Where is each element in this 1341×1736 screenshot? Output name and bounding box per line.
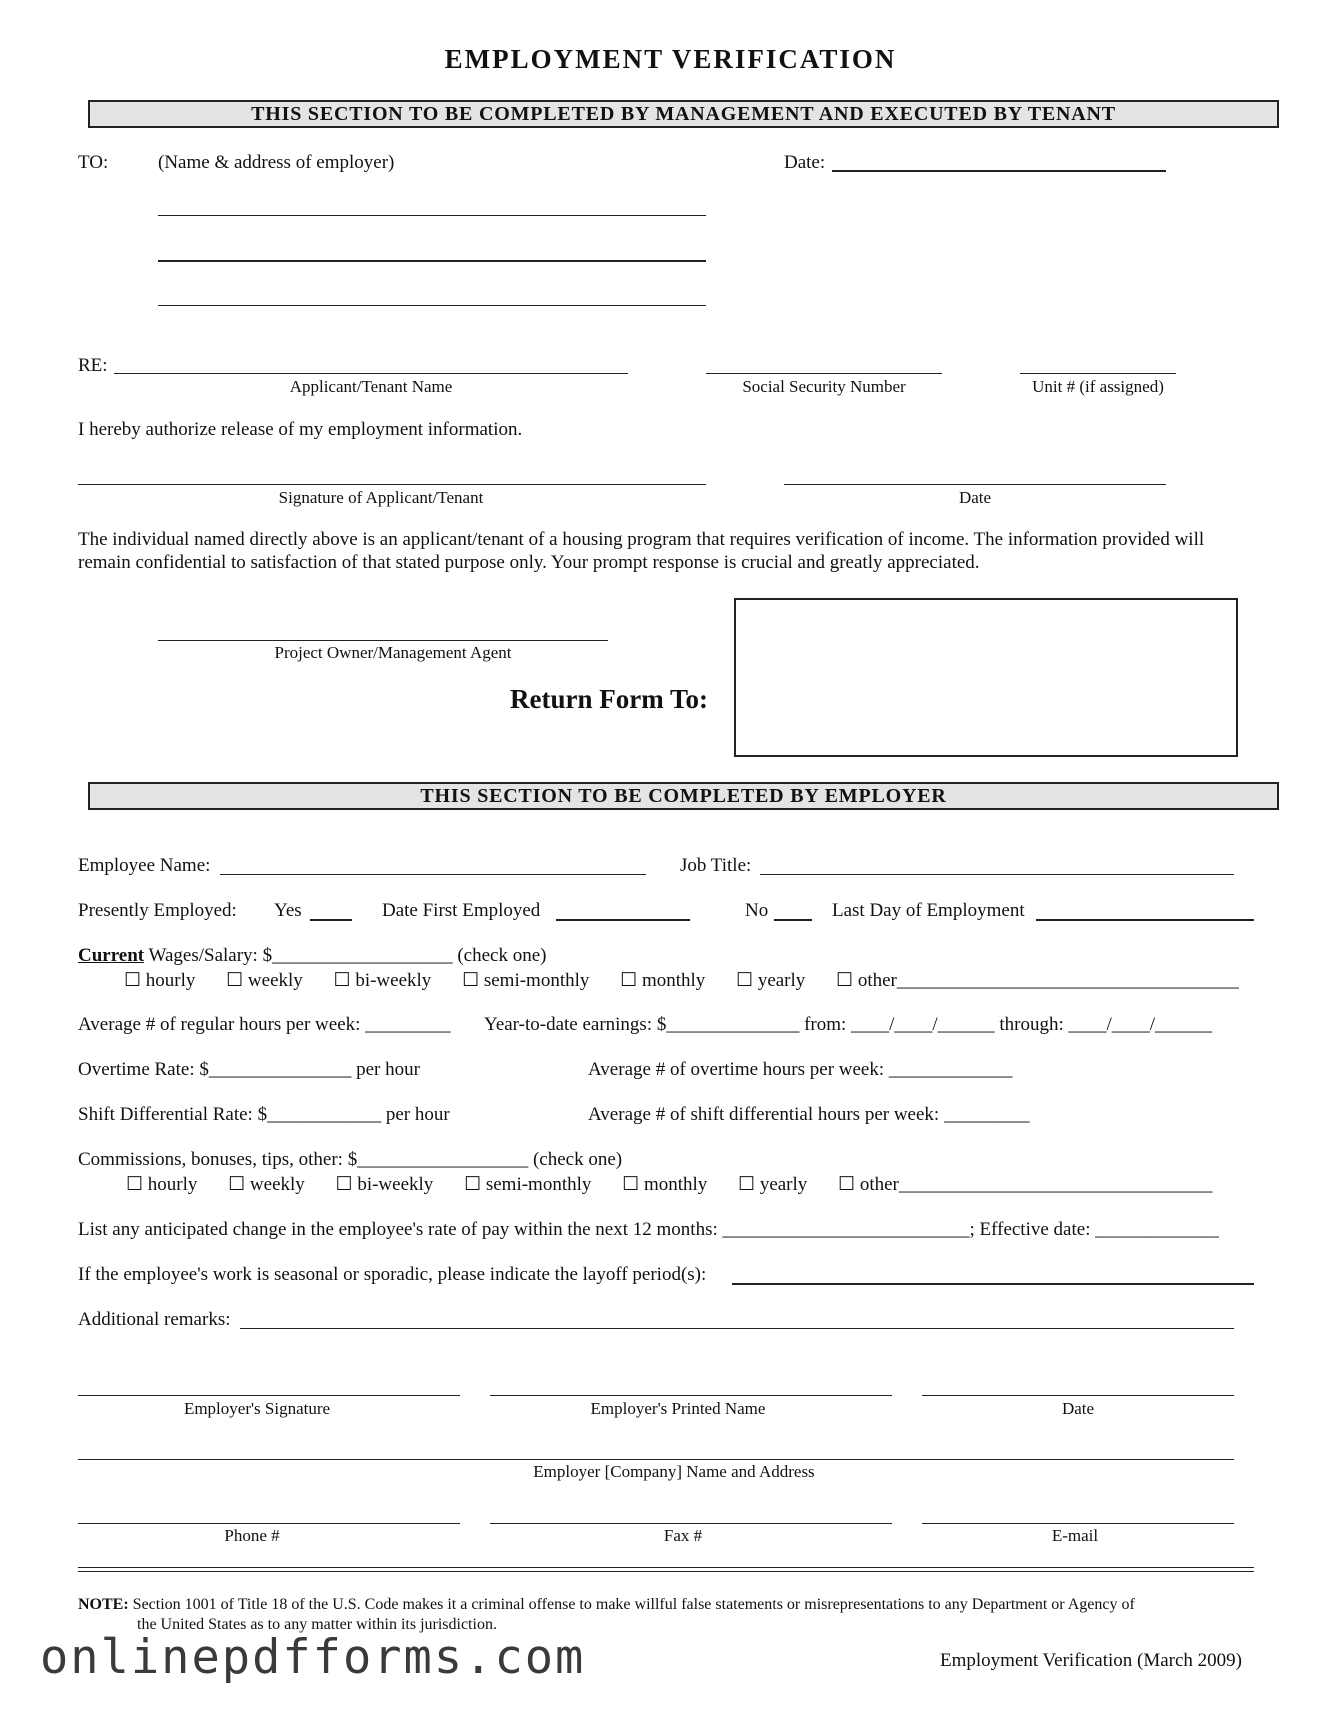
ssn-caption: Social Security Number <box>742 377 906 396</box>
section2-banner: THIS SECTION TO BE COMPLETED BY EMPLOYER <box>88 782 1279 810</box>
other-checkbox[interactable]: ☐ other____________________________________ <box>836 970 1239 991</box>
agent-caption: Project Owner/Management Agent <box>274 643 512 662</box>
note-line-1 <box>78 1596 1135 1614</box>
semimonthly-checkbox[interactable]: ☐ semi-monthly <box>462 970 590 991</box>
biweekly-checkbox[interactable]: ☐ bi-weekly <box>333 970 432 991</box>
re-label: RE: <box>78 355 108 376</box>
applicant-date-field[interactable] <box>784 484 1166 485</box>
unit-caption: Unit # (if assigned) <box>1032 377 1164 396</box>
hourly-checkbox-2[interactable]: ☐ hourly <box>126 1174 198 1195</box>
company-caption: Employer [Company] Name and Address <box>533 1462 815 1481</box>
hourly-checkbox[interactable]: ☐ hourly <box>124 970 196 991</box>
date-first-employed-field[interactable] <box>556 919 690 921</box>
yearly-checkbox[interactable]: ☐ yearly <box>736 970 806 991</box>
last-day-label: Last Day of Employment <box>832 900 1025 921</box>
signature-caption: Signature of Applicant/Tenant <box>278 488 484 507</box>
remarks-field[interactable] <box>240 1328 1234 1329</box>
wages-label: Wages/Salary: $___________________ (check one) <box>144 945 547 966</box>
remarks-label: Additional remarks: <box>78 1309 231 1330</box>
authorize-text: I hereby authorize release of my employment information. <box>78 419 523 440</box>
employer-address-line-1[interactable] <box>158 215 706 216</box>
yes-label: Yes <box>274 900 302 921</box>
fax-field[interactable] <box>490 1523 892 1524</box>
employer-address-line-3[interactable] <box>158 305 706 306</box>
return-address-box[interactable] <box>734 598 1238 757</box>
phone-field[interactable] <box>78 1523 460 1524</box>
wage-frequency-options <box>124 969 1265 992</box>
date-field[interactable] <box>832 170 1166 172</box>
last-day-field[interactable] <box>1036 919 1254 921</box>
monthly-checkbox[interactable]: ☐ monthly <box>620 970 706 991</box>
date-label: Date: <box>784 152 826 173</box>
weekly-checkbox[interactable]: ☐ weekly <box>226 970 303 991</box>
form-id: Employment Verification (March 2009) <box>940 1650 1242 1671</box>
overtime-rate-label: Overtime Rate: $_______________ per hour <box>78 1059 420 1080</box>
employer-address-line-2[interactable] <box>158 260 706 262</box>
employer-printed-caption: Employer's Printed Name <box>590 1399 766 1418</box>
shift-rate-label: Shift Differential Rate: $____________ per hour <box>78 1104 450 1125</box>
monthly-checkbox-2[interactable]: ☐ monthly <box>622 1174 708 1195</box>
current-wages-row <box>78 945 546 967</box>
date-first-employed-label: Date First Employed <box>382 900 541 921</box>
job-title-label: Job Title: <box>680 855 752 876</box>
biweekly-checkbox-2[interactable]: ☐ bi-weekly <box>335 1174 434 1195</box>
notice-line-1: The individual named directly above is an applicant/tenant of a housing program that requires verification of income. The information provided will <box>78 529 1205 550</box>
yearly-checkbox-2[interactable]: ☐ yearly <box>738 1174 808 1195</box>
email-caption: E-mail <box>1051 1526 1099 1545</box>
employee-name-label: Employee Name: <box>78 855 211 876</box>
fax-caption: Fax # <box>663 1526 703 1545</box>
presently-employed-label: Presently Employed: <box>78 900 237 921</box>
return-form-label: Return Form To: <box>510 684 708 714</box>
avg-overtime-label: Average # of overtime hours per week: _____________ <box>588 1059 1013 1080</box>
applicant-name-field[interactable] <box>114 373 628 374</box>
double-rule <box>78 1567 1254 1572</box>
email-field[interactable] <box>922 1523 1234 1524</box>
company-field[interactable] <box>78 1459 1234 1460</box>
yes-field[interactable] <box>310 919 352 921</box>
seasonal-field[interactable] <box>732 1283 1254 1285</box>
commission-frequency-options <box>126 1173 1238 1196</box>
avg-hours-label: Average # of regular hours per week: _________ <box>78 1014 451 1035</box>
watermark: onlinepdfforms.com <box>40 1630 586 1685</box>
applicant-name-caption: Applicant/Tenant Name <box>289 377 453 396</box>
section1-banner: THIS SECTION TO BE COMPLETED BY MANAGEMENT AND EXECUTED BY TENANT <box>88 100 1279 128</box>
rate-change-label: List any anticipated change in the employee's rate of pay within the next 12 months: __________________________; Effective date: _____________ <box>78 1219 1219 1240</box>
avg-shift-label: Average # of shift differential hours per week: _________ <box>588 1104 1030 1125</box>
ssn-field[interactable] <box>706 373 942 374</box>
current-label: Current <box>78 945 145 966</box>
employer-printed-name-field[interactable] <box>490 1395 892 1396</box>
employee-name-field[interactable] <box>220 874 646 875</box>
job-title-field[interactable] <box>760 874 1234 875</box>
unit-field[interactable] <box>1020 373 1176 374</box>
employer-date-field[interactable] <box>922 1395 1234 1396</box>
other-checkbox-2[interactable]: ☐ other_________________________________ <box>838 1174 1213 1195</box>
to-label: TO: <box>78 152 109 173</box>
weekly-checkbox-2[interactable]: ☐ weekly <box>228 1174 305 1195</box>
ytd-earnings-label: Year-to-date earnings: $______________ from: ____/____/______ through: ____/____/______ <box>484 1014 1213 1035</box>
no-label: No <box>745 900 769 921</box>
seasonal-label: If the employee's work is seasonal or sporadic, please indicate the layoff period(s): <box>78 1264 707 1285</box>
employer-signature-caption: Employer's Signature <box>183 1399 331 1418</box>
employer-date-caption: Date <box>1061 1399 1095 1418</box>
note-text-1: Section 1001 of Title 18 of the U.S. Code makes it a criminal offense to make willful false statements or misrepresentations to any Department or Agency of <box>132 1596 1135 1613</box>
employer-hint: (Name & address of employer) <box>158 152 395 173</box>
semimonthly-checkbox-2[interactable]: ☐ semi-monthly <box>464 1174 592 1195</box>
date-caption: Date <box>958 488 992 507</box>
applicant-signature-field[interactable] <box>78 484 706 485</box>
phone-caption: Phone # <box>224 1526 280 1545</box>
commissions-label: Commissions, bonuses, tips, other: $__________________ (check one) <box>78 1149 623 1170</box>
note-label: NOTE: <box>78 1596 129 1613</box>
agent-signature-field[interactable] <box>158 640 608 641</box>
note-line-2: the United States as to any matter within its jurisdiction. <box>137 1616 497 1633</box>
notice-line-2: remain confidential to satisfaction of that stated purpose only. Your prompt response is crucial and greatly appreciated. <box>78 552 980 573</box>
employer-signature-field[interactable] <box>78 1395 460 1396</box>
no-field[interactable] <box>774 919 812 921</box>
document-title: EMPLOYMENT VERIFICATION <box>444 44 897 74</box>
